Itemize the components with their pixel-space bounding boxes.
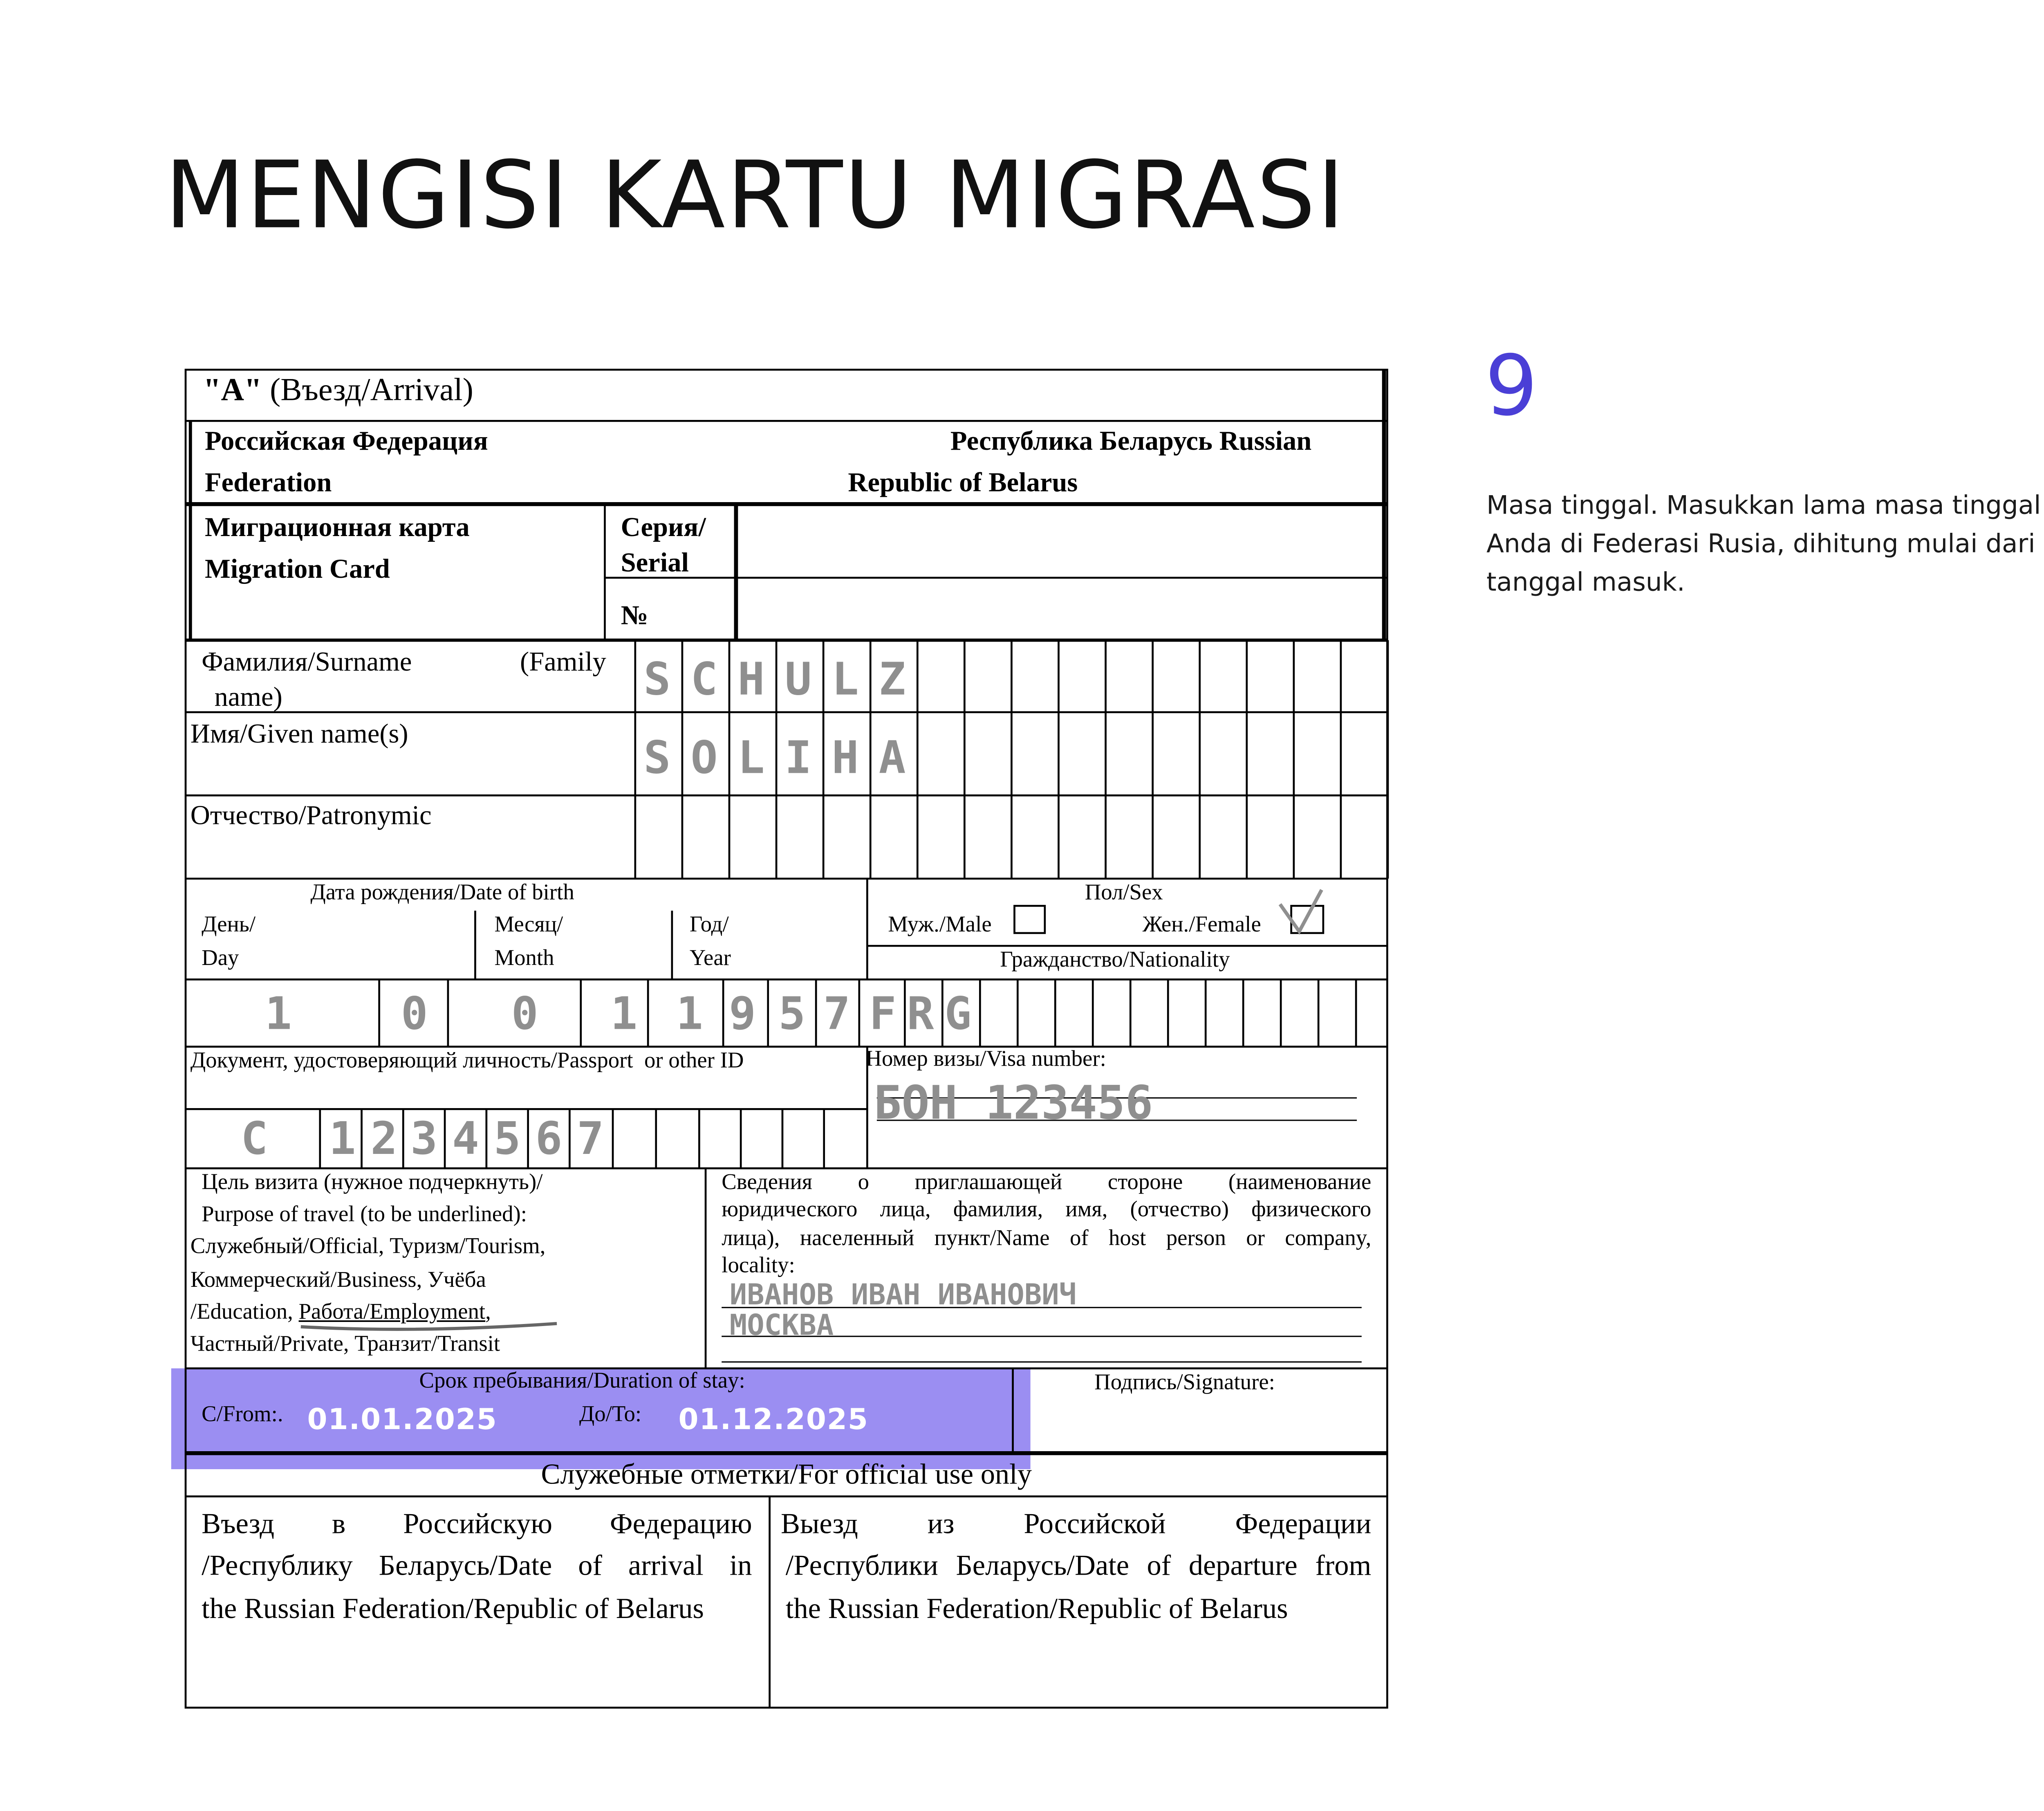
country-right-1: Республика Беларусь Russian <box>950 426 1312 456</box>
surname-label-family: (Family <box>520 646 606 677</box>
document-char-cell: 1 <box>329 1112 356 1165</box>
number-sign: № <box>621 600 648 631</box>
host-label-3: лица), населенный пункт/Name of host person or company, <box>722 1228 1372 1252</box>
to-date: 01.12.2025 <box>678 1403 869 1437</box>
dob-digit-cell: 1 <box>265 987 292 1041</box>
departure-date-label-3: the Russian Federation/Republic of Belarus <box>785 1592 1288 1625</box>
surname-label: Фамилия/Surname <box>202 646 412 677</box>
arrival-date-label-3: the Russian Federation/Republic of Belarus <box>202 1592 704 1625</box>
host-city: МОСКВА <box>729 1309 834 1343</box>
given-name-letter-cell: L <box>737 731 765 784</box>
page-title: MENGISI KARTU MIGRASI <box>165 141 1346 250</box>
purpose-employment: Работа/Employment <box>298 1301 486 1325</box>
stay-label: Срок пребывания/Duration of stay: <box>419 1370 745 1394</box>
document-char-cell: 4 <box>452 1112 479 1165</box>
document-label: Документ, удостоверяющий личность/Passport or other ID <box>190 1050 744 1074</box>
host-label-2: юридического лица, фамилия, имя, (отчество) физического <box>722 1198 1372 1223</box>
given-name-letter-cell: H <box>831 731 859 784</box>
official-use-label: Служебные отметки/For official use only <box>541 1458 1032 1490</box>
given-name-letters <box>634 732 916 784</box>
dob-digit-cell: 1 <box>610 987 638 1041</box>
country-left-1: Российская Федерация <box>204 426 488 456</box>
document-char-cell: 7 <box>577 1112 604 1165</box>
given-name-letter-cell: O <box>690 731 718 784</box>
sex-label: Пол/Sex <box>1085 882 1163 906</box>
nationality-letters <box>864 987 977 1040</box>
surname-letter-cell: L <box>831 653 859 706</box>
nationality-letter-cell: G <box>944 987 972 1041</box>
visa-number: БОН 123456 <box>874 1075 1153 1130</box>
male-checkbox <box>1014 906 1044 933</box>
nationality-letter-cell: F <box>869 987 896 1041</box>
country-left-2: Federation <box>204 467 332 498</box>
surname-letter-cell: U <box>784 653 812 706</box>
purpose-comma: , <box>485 1301 491 1325</box>
host-name: ИВАНОВ ИВАН ИВАНОВИЧ <box>729 1279 1077 1313</box>
arrival-label: (Въезд/Arrival) <box>270 373 473 408</box>
purpose-education: /Education, <box>190 1301 299 1325</box>
month-label-2: Month <box>494 947 554 972</box>
surname-letter-cell: S <box>643 653 671 706</box>
arrival-date-label-1: Въезд в Российскую Федерацию <box>202 1507 752 1540</box>
year-label-1: Год/ <box>689 913 729 938</box>
departure-date-label-1: Выезд из Российской Федерации <box>781 1507 1372 1540</box>
dob-label: Дата рождения/Date of birth <box>310 882 574 906</box>
signature-label: Подпись/Signature: <box>1094 1371 1275 1396</box>
purpose-label-1: Цель визита (нужное подчеркнуть)/ <box>202 1171 543 1196</box>
year-label-2: Year <box>689 947 731 972</box>
purpose-label-2: Purpose of travel (to be underlined): <box>202 1203 527 1228</box>
visa-label: Номер визы/Visa number: <box>865 1048 1106 1073</box>
document-char-cell: 5 <box>493 1112 521 1165</box>
purpose-line-3 <box>191 1301 491 1327</box>
purpose-line-4: Частный/Private, Транзит/Transit <box>190 1333 500 1358</box>
document-char-cell: C <box>241 1112 268 1165</box>
day-label-1: День/ <box>202 913 256 938</box>
document-number <box>186 1112 867 1167</box>
host-label-1: Сведения о приглашающей стороне (наименование <box>722 1171 1372 1196</box>
purpose-line-1: Служебный/Official, Туризм/Tourism, <box>190 1235 546 1260</box>
departure-date-label-2: /Республики Беларусь/Date of departure from <box>785 1549 1372 1582</box>
to-label: До/To: <box>579 1403 642 1428</box>
given-name-letter-cell: S <box>643 731 671 784</box>
dob-digit-cell: 5 <box>778 987 806 1041</box>
surname-letter-cell: H <box>737 653 765 706</box>
nationality-label: Гражданство/Nationality <box>1000 949 1230 973</box>
host-label-4: locality: <box>722 1254 795 1279</box>
day-label-2: Day <box>202 947 239 972</box>
dob-digit-cell: 0 <box>511 987 538 1041</box>
month-label-1: Месяц/ <box>494 913 563 938</box>
surname-letters <box>634 653 916 706</box>
purpose-line-2: Коммерческий/Business, Учёба <box>190 1269 486 1293</box>
document-char-cell: 6 <box>535 1112 563 1165</box>
given-name-label: Имя/Given name(s) <box>190 718 408 749</box>
dob-digit-cell: 1 <box>676 987 703 1041</box>
patronymic-label: Отчество/Patronymic <box>190 800 432 831</box>
surname-letter-cell: Z <box>879 653 906 706</box>
male-label: Муж./Male <box>888 913 992 938</box>
serial-label-2: Serial <box>621 547 689 578</box>
arrival-header <box>203 373 473 410</box>
step-description: Masa tinggal. Masukkan lama masa tinggal Anda di Federasi Rusia, dihitung mulai dari tanggal masuk. <box>1486 489 2041 597</box>
female-label: Жен./Female <box>1142 913 1261 938</box>
card-title-en: Migration Card <box>204 554 390 584</box>
nationality-letter-cell: R <box>907 987 934 1041</box>
from-date: 01.01.2025 <box>307 1403 498 1437</box>
dob-digits <box>186 987 867 1042</box>
female-checkmark <box>1280 890 1322 931</box>
step-number: 9 <box>1485 339 1538 435</box>
document-char-cell: 2 <box>370 1112 398 1165</box>
from-label: С/From:. <box>202 1403 283 1428</box>
given-name-letter-cell: I <box>784 731 812 784</box>
surname-letter-cell: C <box>690 653 718 706</box>
arrival-date-label-2: /Республику Беларусь/Date of arrival in <box>202 1549 752 1582</box>
surname-label-name: name) <box>214 682 282 712</box>
document-char-cell: 3 <box>410 1112 438 1165</box>
card-title-ru: Миграционная карта <box>204 512 470 543</box>
given-name-letter-cell: A <box>879 731 906 784</box>
serial-label-1: Серия/ <box>621 512 706 543</box>
dob-digit-cell: 9 <box>729 987 756 1041</box>
dob-digit-cell: 7 <box>823 987 850 1041</box>
country-right-2: Republic of Belarus <box>848 467 1078 498</box>
arrival-letter: "A" <box>203 373 262 408</box>
dob-digit-cell: 0 <box>401 987 428 1041</box>
